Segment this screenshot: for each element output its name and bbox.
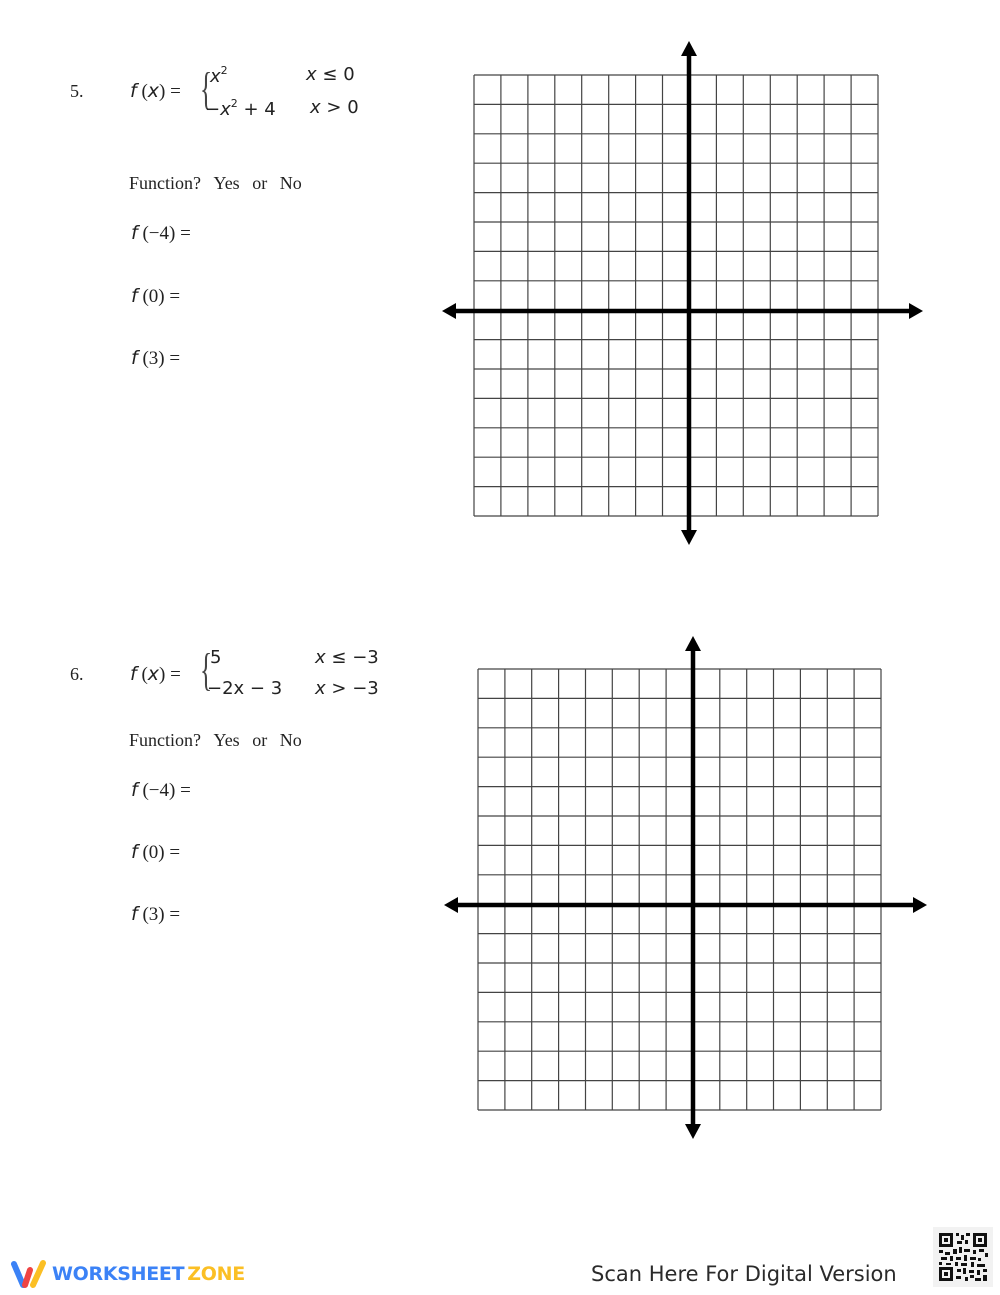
qr-code-icon[interactable] [933,1227,993,1287]
evaluation-f-3 [131,347,180,370]
eval-function-name: f [131,222,138,244]
cond-var: x [310,97,321,118]
answer-no[interactable]: No [279,173,302,193]
cond-val: 0 [347,97,359,118]
cond-op: > [320,97,348,118]
grid-lines [478,669,881,1110]
axes [442,41,923,545]
cond-var: x [306,64,317,85]
expr-rest: + 4 [237,99,276,120]
evaluation-f-0 [131,841,180,864]
y-axis-down-arrow-icon [685,1124,701,1139]
piece-2-condition [310,97,359,118]
function-question [129,173,302,194]
expr-exponent: 2 [220,64,228,77]
x-axis-right-arrow-icon [913,897,927,913]
cond-val: −3 [352,647,379,668]
eval-function-name: f [131,841,138,863]
scan-caption: Scan Here For Digital Version [591,1262,897,1286]
eval-argument: (0) = [137,286,181,307]
eval-function-name: f [131,347,138,369]
expr-base: −x [205,99,231,120]
function-lhs [130,663,181,686]
cond-val: 0 [343,64,355,85]
evaluation-f-0 [131,285,180,308]
axes [444,636,927,1139]
cond-op: > [325,678,353,699]
paren-close-equals: ) = [159,81,181,102]
eval-argument: (3) = [137,348,181,369]
x-axis-left-arrow-icon [442,303,456,319]
paren-open: ( [136,664,148,685]
paren-close-equals: ) = [159,664,181,685]
expr-exponent: 2 [230,97,238,110]
answer-yes[interactable]: Yes [213,730,240,750]
eval-argument: (−4) = [137,223,191,244]
y-axis-down-arrow-icon [681,530,697,545]
answer-or: or [252,730,268,750]
function-variable: x [147,663,160,685]
function-lhs [130,80,181,103]
eval-argument: (3) = [137,904,181,925]
piecewise-brace: { [200,644,213,695]
x-axis-left-arrow-icon [444,897,458,913]
worksheetzone-logo-icon [10,1258,48,1290]
eval-function-name: f [131,285,138,307]
answer-or: or [252,173,268,193]
cond-op: ≤ [325,647,353,668]
function-question [129,730,302,751]
cond-op: ≤ [316,64,344,85]
cond-var: x [315,647,326,668]
eval-argument: (−4) = [137,780,191,801]
cond-var: x [315,678,326,699]
expr-base: 5 [210,647,222,668]
evaluation-f-neg4 [131,222,191,245]
piece-1-expression [210,647,221,668]
eval-function-name: f [131,779,138,801]
piece-2-expression [207,678,282,699]
expr-base: −2x − 3 [207,678,283,699]
eval-argument: (0) = [137,842,181,863]
function-variable: x [147,80,160,102]
answer-yes[interactable]: Yes [213,173,240,193]
x-axis-right-arrow-icon [909,303,923,319]
y-axis-up-arrow-icon [681,41,697,56]
problem-number: 5. [70,81,84,101]
brand-secondary: ZONE [187,1263,245,1285]
brand-name[interactable] [52,1263,245,1285]
eval-function-name: f [131,903,138,925]
function-name: f [130,80,137,102]
brand-primary: WORKSHEET [52,1263,185,1285]
piece-1-condition [306,64,355,85]
cond-val: −3 [352,678,379,699]
function-question-label: Function? [129,173,201,193]
evaluation-f-neg4 [131,779,191,802]
piece-2-condition [315,678,379,699]
piece-1-expression [210,64,228,87]
answer-no[interactable]: No [279,730,302,750]
piecewise-brace: { [200,63,213,114]
paren-open: ( [136,81,148,102]
problem-number: 6. [70,664,84,684]
evaluation-f-3 [131,903,180,926]
expr-base: x [210,66,221,87]
y-axis-up-arrow-icon [685,636,701,651]
function-name: f [130,663,137,685]
grid-lines [474,75,878,516]
piece-2-expression [205,97,276,120]
piece-1-condition [315,647,379,668]
function-question-label: Function? [129,730,201,750]
